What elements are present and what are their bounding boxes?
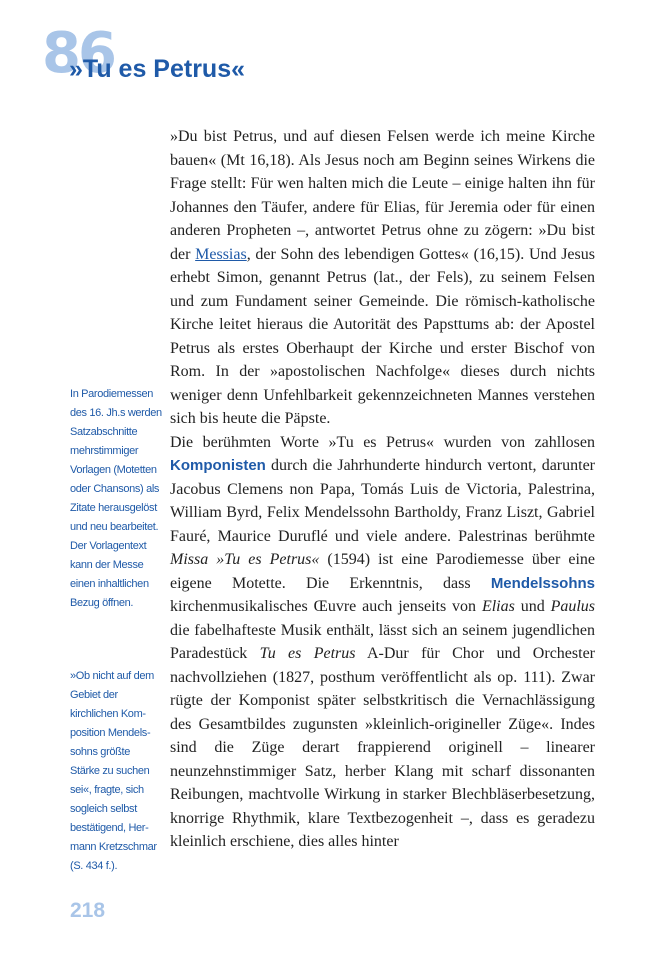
chapter-number: 86 [42,21,114,86]
margin-note-parody-mass: In Parodiemessen des 16. Jh.s werden Satzabschnitte mehrstimmiger Vorlagen (Motetten oder Chansons) als Zitate herausgelöst und neu bearbeitet. Der Vorlagentext kann der Messe einen inhaltlichen Bezug öffnen. [70,388,162,609]
paragraph-2-text-5: und [514,598,551,615]
paragraph-1-text-a: »Du bist Petrus, und auf diesen Felsen werde ich meine Kirche bauen« (Mt 16,18). Als Jesus noch am Beginn seines Wirkens die Frage stellt: Für wen halten mich die Leute – einige halten ihn für Johannes den Täufer, andere für Elias, für Jeremia oder für einen anderen Propheten –, antwortet Petrus ohne zu zögern: »Du bist der [170,128,595,263]
paragraph-1-text-b: , der Sohn des lebendigen Gottes« (16,15). Und Jesus erhebt Simon, genannt Petrus (lat., der Fels), zu seinem Felsen und zum Fundament seiner Gemeinde. Die römisch-katholische Kirche leitet hieraus die Autorität des Papsttums ab: der Apostel Petrus als erstes Oberhaupt der Kirche und erster Bischof von Rom. In der »apostolischen Nachfolge« dieses durch nichts weniger denn Unfehlbarkeit gekennzeichneten Mannes verstehen sich bis heute die Päpste. [170,245,595,427]
page-number: 218 [70,899,106,922]
paragraph-2-text-2: durch die Jahrhunderte hindurch vertont, darunter Jacobus Clemens non Papa, Tomás Luis de Victoria, Palestrina, William Byrd, Felix Mendelssohn Bartholdy, Franz Liszt, Gabriel Fauré, Maurice Duruflé und viele andere. Palestrinas berühmte [170,457,595,545]
paragraph-2-text-3: (1594) ist eine Parodiemesse über eine eigene Motette. Die Erkenntnis, dass [170,551,595,592]
chapter-title: »Tu es Petrus« [69,55,246,83]
work-title-missa: Missa »Tu es Petrus« [170,551,320,568]
paragraph-2-text-7: A-Dur für Chor und Orchester nachvollziehen (1827, posthum veröffentlicht als op. 111). Zwar rügte der Komponist später selbstkritisch die Vernachlässigung des Gesamtbildes zugunsten »kleinlich-origineller Züge«. Indes sind die Züge derart frappierend originell – linearer neunzehnstimmiger Satz, herber Klang mit scharf dissonanten Reibungen, machtvolle Wirkung in starker Blechbläserbesetzung, knorrige Rhythmik, klare Textbezogenheit –, dass es geradezu kleinlich erschiene, dies alles hinter [170,645,595,850]
paragraph-2-text-6: die fabelhafteste Musik enthält, lässt sich an seinem jugendlichen Paradestück [170,621,595,662]
paragraph-2 [170,431,595,854]
margin-note-kretzschmar-quote: »Ob nicht auf dem Gebiet der kirchlichen Komposition Mendelssohns größte Stärke zu suchen sei«, fragte, sich sogleich selbst bestätigend, Hermann Kretzschmar (S. 434 f.). [70,670,157,872]
keyword-mendelssohns: Mendelssohns [490,574,595,592]
main-text [170,125,595,854]
work-title-elias: Elias [481,598,515,615]
keyword-komponisten: Komponisten [170,457,266,474]
paragraph-2-text-4: kirchenmusikalisches Œuvre auch jenseits von [170,598,482,615]
paragraph-2-text-1: Die berühmten Worte »Tu es Petrus« wurden von zahllosen [170,433,595,451]
messias-link[interactable]: Messias [195,245,247,263]
work-title-paulus: Paulus [550,598,596,615]
paragraph-1 [170,125,595,431]
work-title-tu-es-petrus: Tu es Petrus [259,645,356,662]
